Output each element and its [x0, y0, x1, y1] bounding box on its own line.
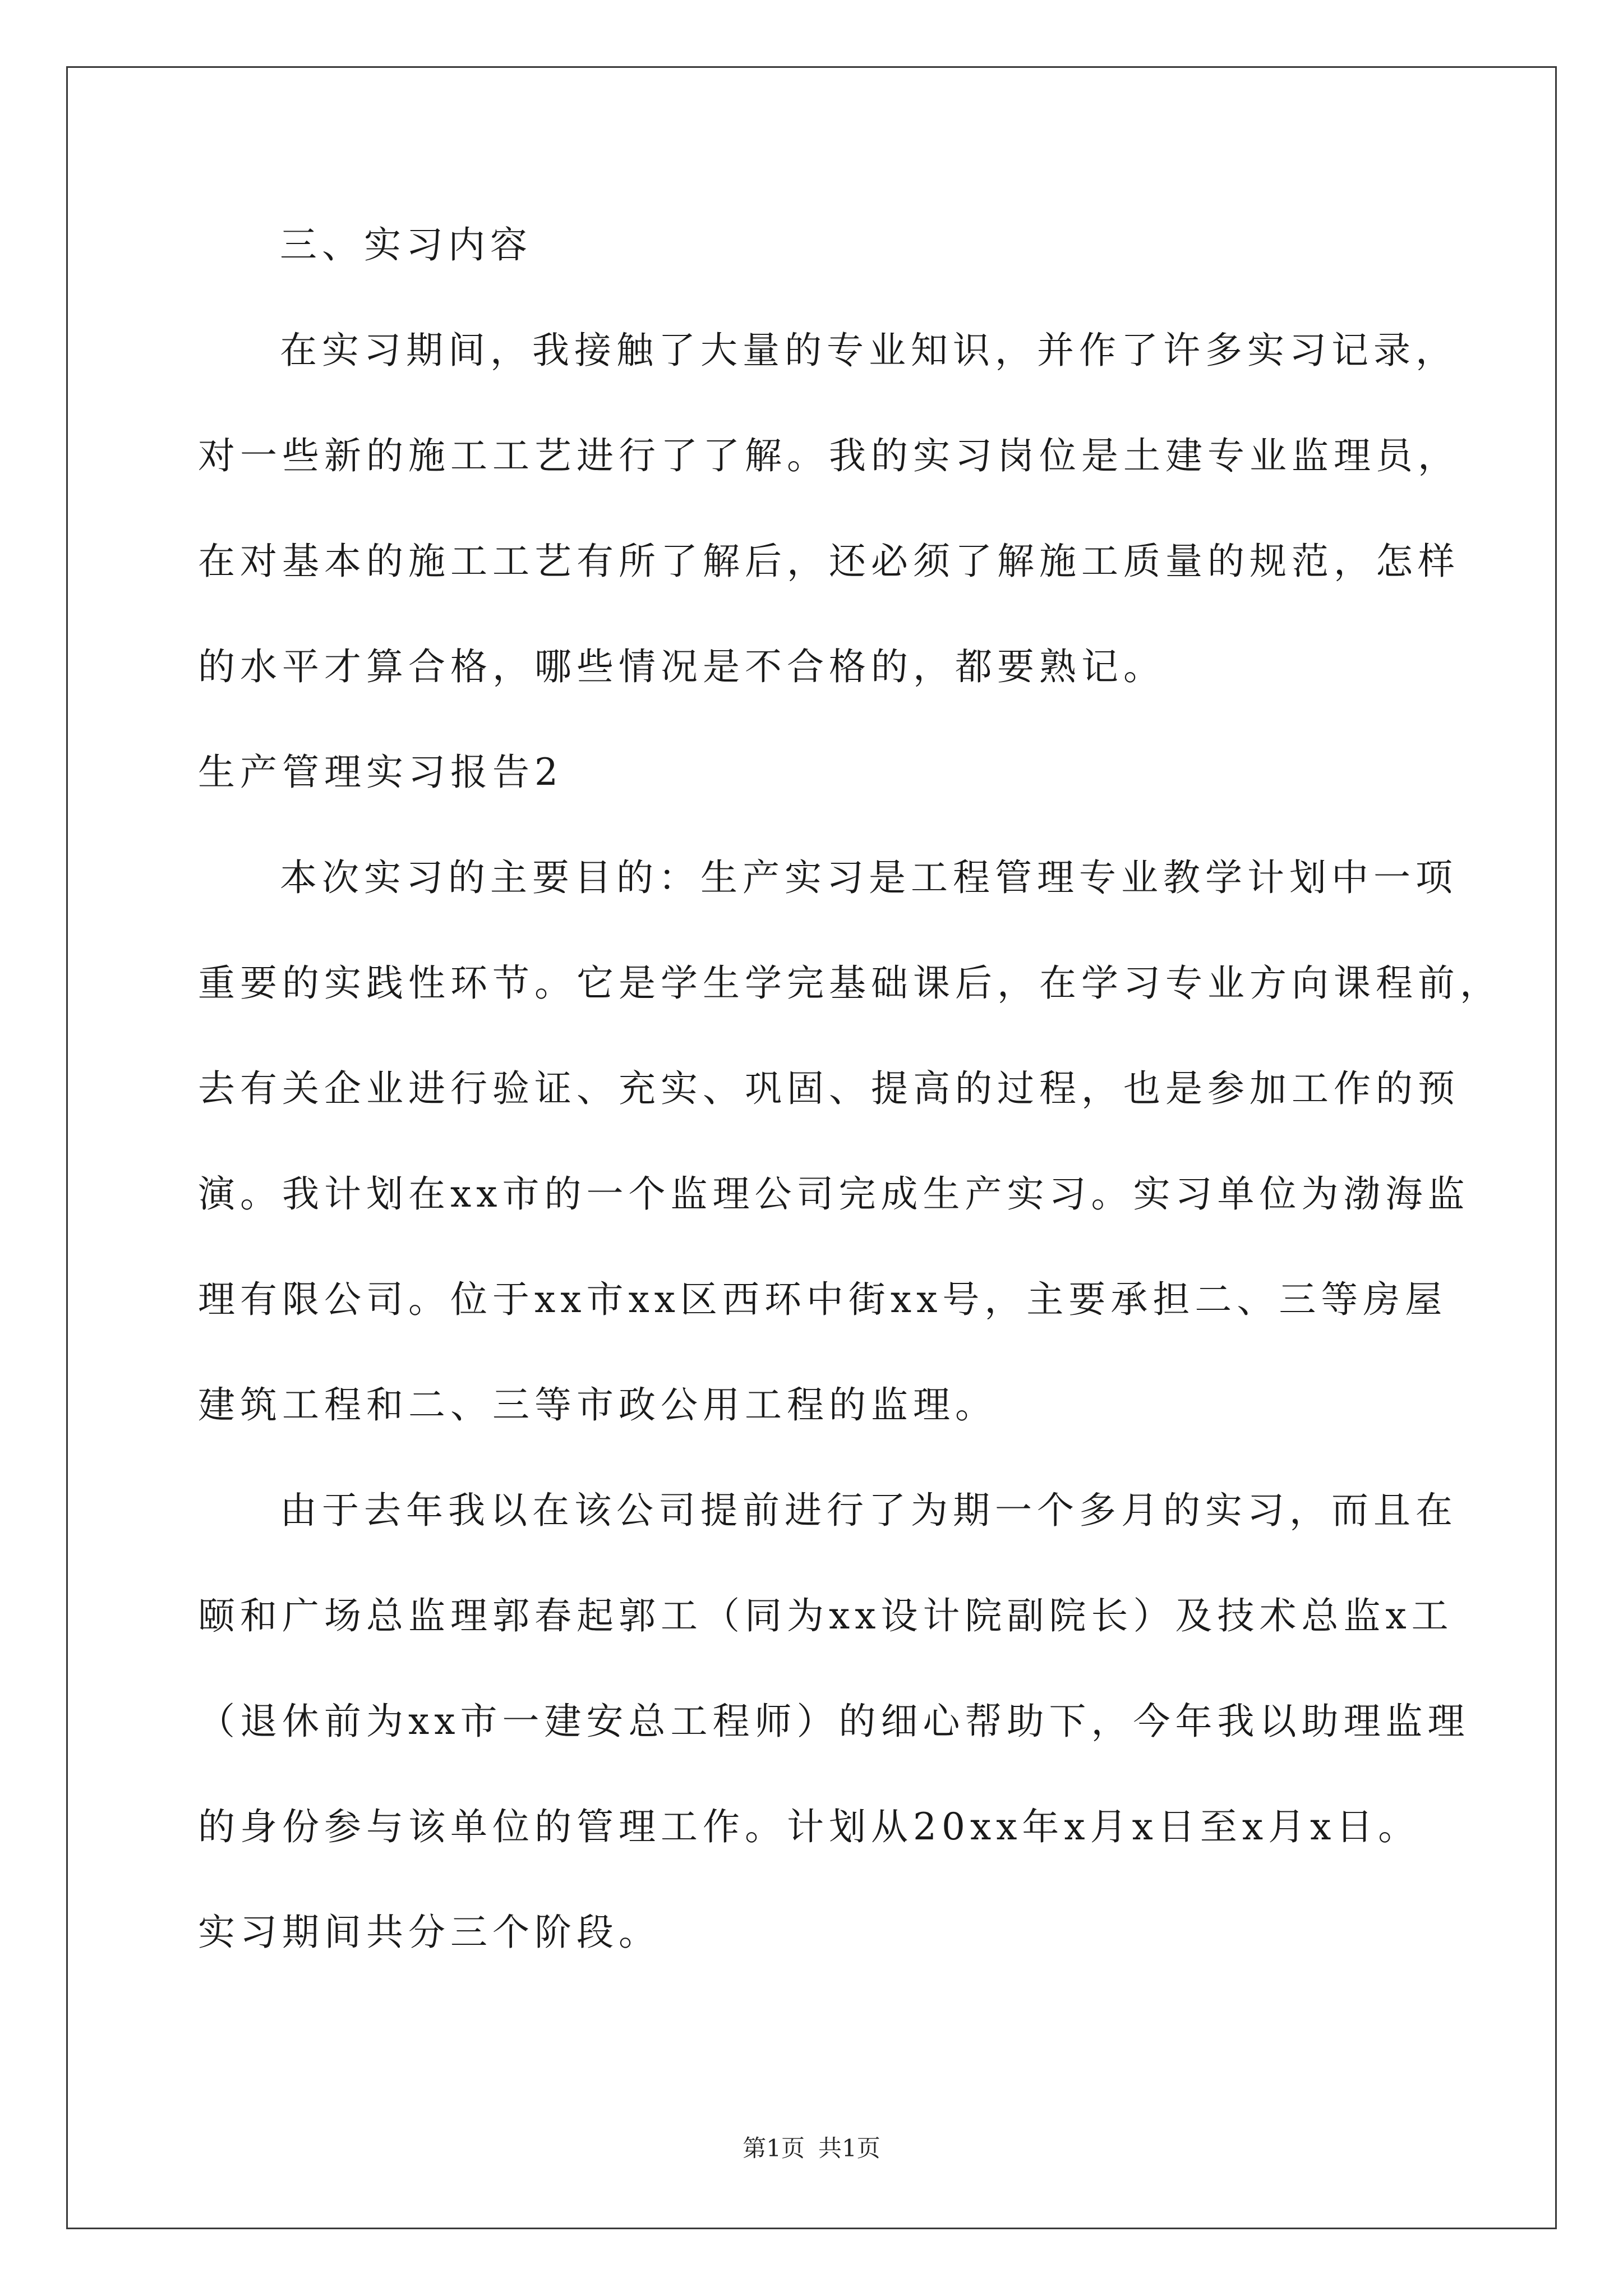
- paragraph-line: 实习期间共分三个阶段。: [198, 1911, 661, 1954]
- paragraph-purpose: [198, 852, 1502, 1432]
- paragraph-line: 在实习期间，我接触了大量的专业知识，并作了许多实习记录，: [280, 329, 1458, 372]
- paragraph-line: 由于去年我以在该公司提前进行了为期一个多月的实习，而且在: [280, 1489, 1458, 1532]
- paragraph-arrangement: [198, 1484, 1470, 1959]
- report-title: 生产管理实习报告2: [198, 751, 563, 794]
- paragraph-line: 重要的实践性环节。它是学生学完基础课后，在学习专业方向课程前，: [198, 961, 1502, 1005]
- document-body: [198, 219, 1502, 1959]
- paragraph-line: 颐和广场总监理郭春起郭工（同为xx设计院副院长）及技术总监x工: [198, 1594, 1454, 1637]
- paragraph-line: 去有关企业进行验证、充实、巩固、提高的过程，也是参加工作的预: [198, 1067, 1460, 1110]
- paragraph-line: 本次实习的主要目的：生产实习是工程管理专业教学计划中一项: [280, 856, 1458, 899]
- paragraph-internship-content: [198, 324, 1460, 693]
- paragraph-line: 理有限公司。位于xx市xx区西环中街xx号，主要承担二、三等房屋: [198, 1278, 1447, 1321]
- paragraph-line: 的身份参与该单位的管理工作。计划从20xx年x月x日至x月x日。: [198, 1805, 1421, 1848]
- page-footer: [0, 2132, 1623, 2165]
- paragraph-line: 建筑工程和二、三等市政公用工程的监理。: [198, 1383, 997, 1427]
- paragraph-line: 对一些新的施工工艺进行了了解。我的实习岗位是土建专业监理员，: [198, 434, 1460, 477]
- page-total: 共1页: [818, 2134, 880, 2162]
- paragraph-line: 在对基本的施工工艺有所了解后，还必须了解施工质量的规范，怎样: [198, 540, 1460, 583]
- section-heading: 三、实习内容: [280, 223, 532, 266]
- page-number: 第1页: [743, 2134, 805, 2162]
- paragraph-line: 的水平才算合格，哪些情况是不合格的，都要熟记。: [198, 645, 1165, 688]
- paragraph-line: 演。我计划在xx市的一个监理公司完成生产实习。实习单位为渤海监: [198, 1172, 1470, 1216]
- paragraph-line: （退休前为xx市一建安总工程师）的细心帮助下，今年我以助理监理: [198, 1700, 1470, 1743]
